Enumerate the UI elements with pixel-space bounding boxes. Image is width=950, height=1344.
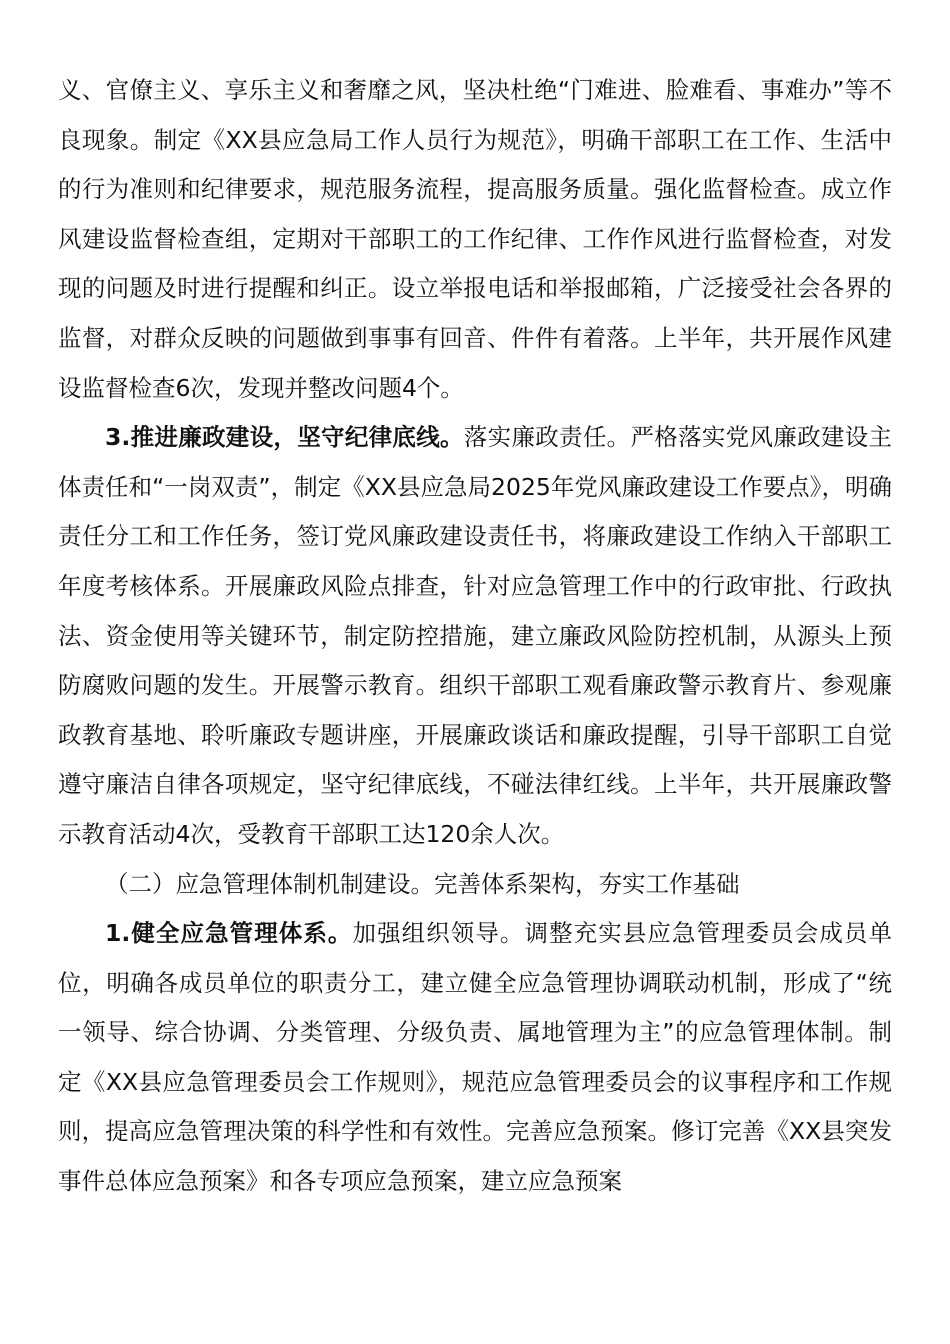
paragraph-heading: 3.推进廉政建设，坚守纪律底线。 <box>105 423 464 452</box>
paragraph-continuation <box>58 66 892 413</box>
paragraph-text: 加强组织领导。调整充实县应急管理委员会成员单位，明确各成员单位的职责分工，建立健全应急管理协调联动机制，形成了“统一领导、综合协调、分类管理、分级负责、属地管理为主”的应急管理体制。制定《XX县应急管理委员会工作规则》，规范应急管理委员会的议事程序和工作规则，提高应急管理决策的科学性和有效性。完善应急预案。修订完善《XX县突发事件总体应急预案》和各专项应急预案，建立应急预案 <box>58 919 893 1196</box>
paragraph-heading: 1.健全应急管理体系。 <box>105 919 353 948</box>
paragraph-emergency-system <box>58 909 892 1207</box>
document-body <box>58 66 892 1207</box>
section-heading-text: （二）应急管理体制机制建设。完善体系架构，夯实工作基础 <box>105 869 740 898</box>
paragraph-text: 落实廉政责任。严格落实党风廉政建设主体责任和“一岗双责”，制定《XX县应急局2025年党风廉政建设工作要点》，明确责任分工和工作任务，签订党风廉政建设责任书，将廉政建设工作纳入干部职工年度考核体系。开展廉政风险点排查，针对应急管理工作中的行政审批、行政执法、资金使用等关键环节，制定防控措施，建立廉政风险防控机制，从源头上预防腐败问题的发生。开展警示教育。组织干部职工观看廉政警示教育片、参观廉政教育基地、聆听廉政专题讲座，开展廉政谈话和廉政提醒，引导干部职工自觉遵守廉洁自律各项规定，坚守纪律底线，不碰法律红线。上半年，共开展廉政警示教育活动4次，受教育干部职工达120余人次。 <box>58 423 893 848</box>
section-heading-emergency-mechanism <box>58 860 892 910</box>
paragraph-integrity-building <box>58 413 892 859</box>
paragraph-text: 义、官僚主义、享乐主义和奢靡之风，坚决杜绝“门难进、脸难看、事难办”等不良现象。制定《XX县应急局工作人员行为规范》，明确干部职工在工作、生活中的行为准则和纪律要求，规范服务流程，提高服务质量。强化监督检查。成立作风建设监督检查组，定期对干部职工的工作纪律、工作作风进行监督检查，对发现的问题及时进行提醒和纠正。设立举报电话和举报邮箱，广泛接受社会各界的监督，对群众反映的问题做到事事有回音、件件有着落。上半年，共开展作风建设监督检查6次，发现并整改问题4个。 <box>58 76 892 402</box>
